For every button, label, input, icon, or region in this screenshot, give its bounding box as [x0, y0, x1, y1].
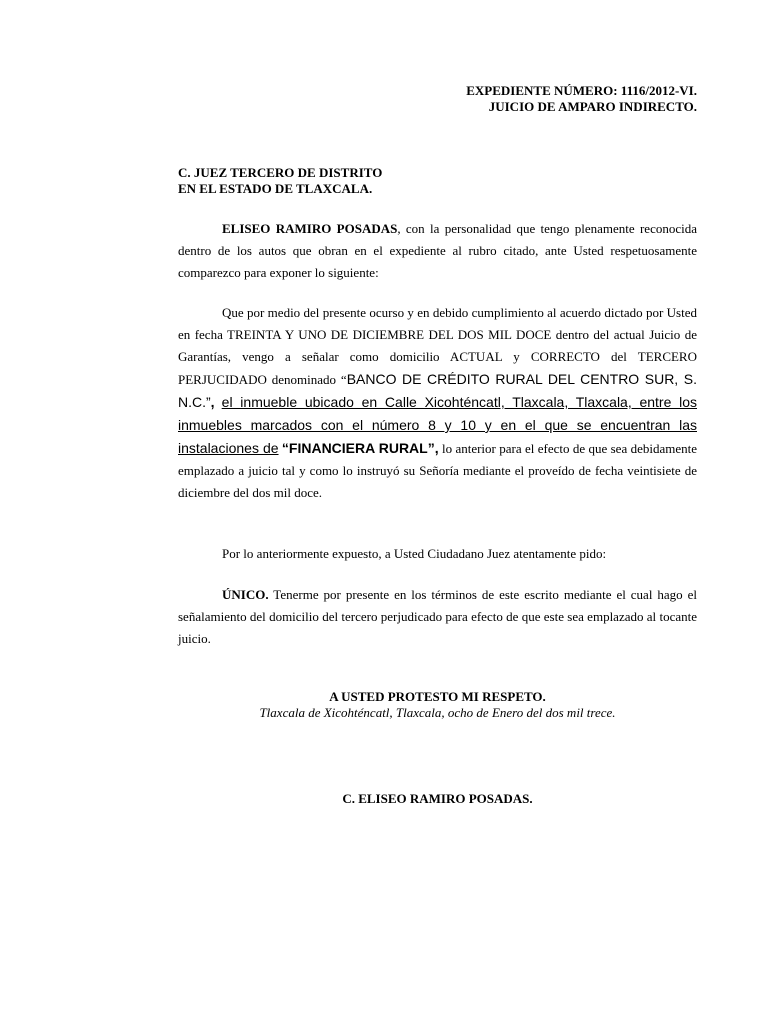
bank-name: BANCO DE CRÉDITO RURAL DEL CENTRO SUR, S. N.C.”	[178, 371, 697, 410]
body-text-1: Que por medio del presente ocurso y en debido cumplimiento al acuerdo dictado por Usted en fecha TREINTA Y UNO DE DICIEMBRE DEL DOS MIL DOCE dentro del actual Juicio de Garantías, vengo a señalar como domicilio ACTUAL y CORRECTO del TERCERO PERJUCIDADO denominado “	[178, 305, 697, 387]
closing-block	[178, 689, 697, 721]
case-header	[466, 83, 697, 115]
intro-text: , con la personalidad que tengo plenamente reconocida dentro de los autos que obran en el expediente al rubro citado, ante Usted respetuosamente comparezco para exponer lo siguiente:	[178, 221, 697, 280]
petitioner-name: ELISEO RAMIRO POSADAS	[222, 221, 398, 236]
addressee-line-1: C. JUEZ TERCERO DE DISTRITO	[178, 165, 383, 180]
unico-label: ÚNICO.	[222, 587, 269, 602]
place-date: Tlaxcala de Xicohténcatl, Tlaxcala, ocho de Enero del dos mil trece.	[259, 705, 616, 720]
signature-name: C. ELISEO RAMIRO POSADAS.	[342, 791, 533, 806]
unico-paragraph	[178, 584, 697, 650]
closing-title: A USTED PROTESTO MI RESPETO.	[329, 689, 546, 704]
addressee-block	[178, 165, 382, 197]
addressee-line-2: EN EL ESTADO DE TLAXCALA.	[178, 181, 373, 196]
financiera-name: “FINANCIERA RURAL”	[281, 440, 435, 456]
case-number: EXPEDIENTE NÚMERO: 1116/2012-VI.	[466, 83, 697, 98]
case-type: JUICIO DE AMPARO INDIRECTO.	[488, 99, 697, 114]
body-text-2: lo anterior para el efecto de que sea debidamente emplazado a juicio tal y como lo instruyó su Señoría mediante el proveído de fecha veintisiete de diciembre del dos mil doce.	[178, 441, 698, 500]
intro-paragraph	[178, 218, 697, 284]
bank-comma: ,	[210, 394, 215, 410]
request-paragraph: Por lo anteriormente expuesto, a Usted Ciudadano Juez atentamente pido:	[222, 546, 607, 561]
financiera-comma: ,	[434, 440, 439, 456]
property-address: el inmueble ubicado en Calle Xicohténcatl, Tlaxcala, Tlaxcala, entre los inmuebles marcados con el número 8 y 10 y en el que se encuentran las instalaciones de	[178, 394, 698, 456]
body-paragraph	[178, 302, 697, 504]
unico-text: Tenerme por presente en los términos de este escrito mediante el cual hago el señalamiento del domicilio del tercero perjudicado para efecto de que este sea emplazado al tocante juicio.	[178, 587, 697, 646]
